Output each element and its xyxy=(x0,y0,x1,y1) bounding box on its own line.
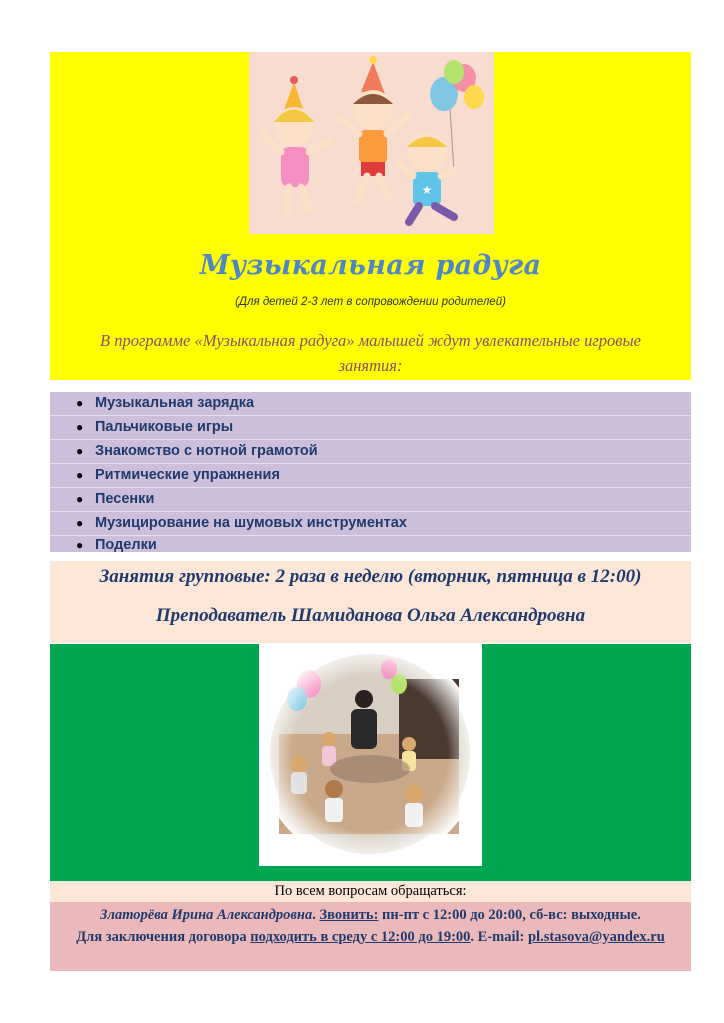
list-item xyxy=(50,536,691,554)
contract-schedule: подходить в среду с 12:00 до 19:00 xyxy=(250,929,471,945)
list-item-label: Знакомство с нотной грамотой xyxy=(95,443,318,459)
kids-illustration xyxy=(249,52,494,234)
email-link[interactable]: pl.stasova@yandex.ru xyxy=(528,929,665,945)
intro-suffix: малышей ждут увлекательные игровые занятия: xyxy=(338,331,641,375)
header-section xyxy=(50,52,691,380)
contact-heading: По всем вопросам обращаться: xyxy=(274,883,467,899)
bullet-icon: ● xyxy=(76,396,84,410)
age-subtitle: (Для детей 2-3 лет в сопровождении родителей) xyxy=(235,296,506,308)
photo-section xyxy=(50,644,691,881)
bullet-icon: ● xyxy=(76,538,84,552)
intro-program-name: «Музыкальная радуга» xyxy=(194,331,355,350)
class-photo xyxy=(259,644,482,866)
bullet-icon: ● xyxy=(76,444,84,458)
contact-name: Златорёва Ирина Александровна xyxy=(100,907,313,923)
list-item-label: Песенки xyxy=(95,491,155,507)
activities-list xyxy=(50,392,691,552)
bullet-icon: ● xyxy=(76,516,84,530)
list-item-label: Пальчиковые игры xyxy=(95,419,234,435)
svg-text:★: ★ xyxy=(421,183,433,197)
page-title: Музыкальная радуга xyxy=(199,250,542,281)
list-item xyxy=(50,416,691,440)
list-item-label: Музыкальная зарядка xyxy=(95,395,255,411)
list-item xyxy=(50,392,691,416)
email-label: . E-mail: xyxy=(470,929,529,945)
list-item-label: Ритмические упражнения xyxy=(95,467,280,483)
intro-text xyxy=(70,328,671,378)
list-item xyxy=(50,464,691,488)
contact-period: . xyxy=(312,907,320,923)
teacher-text: Преподаватель Шамиданова Ольга Александровна xyxy=(155,605,586,626)
bullet-icon: ● xyxy=(76,492,84,506)
schedule-section xyxy=(50,561,691,643)
contact-section xyxy=(50,881,691,971)
list-item-label: Музицирование на шумовых инструментах xyxy=(95,515,407,531)
bullet-icon: ● xyxy=(76,420,84,434)
call-label: Звонить: xyxy=(319,907,379,923)
contract-label: Для заключения договора xyxy=(76,929,251,945)
bullet-icon: ● xyxy=(76,468,84,482)
list-item xyxy=(50,512,691,536)
list-item-label: Поделки xyxy=(95,537,157,553)
intro-prefix: В программе xyxy=(100,331,195,350)
list-item xyxy=(50,488,691,512)
call-hours: пн-пт с 12:00 до 20:00, сб-вс: выходные. xyxy=(378,907,641,923)
list-item xyxy=(50,440,691,464)
schedule-text: Занятия групповые: 2 раза в неделю (вторник, пятница в 12:00) xyxy=(99,566,642,587)
contact-details-panel xyxy=(50,902,691,971)
contact-details xyxy=(50,904,691,948)
